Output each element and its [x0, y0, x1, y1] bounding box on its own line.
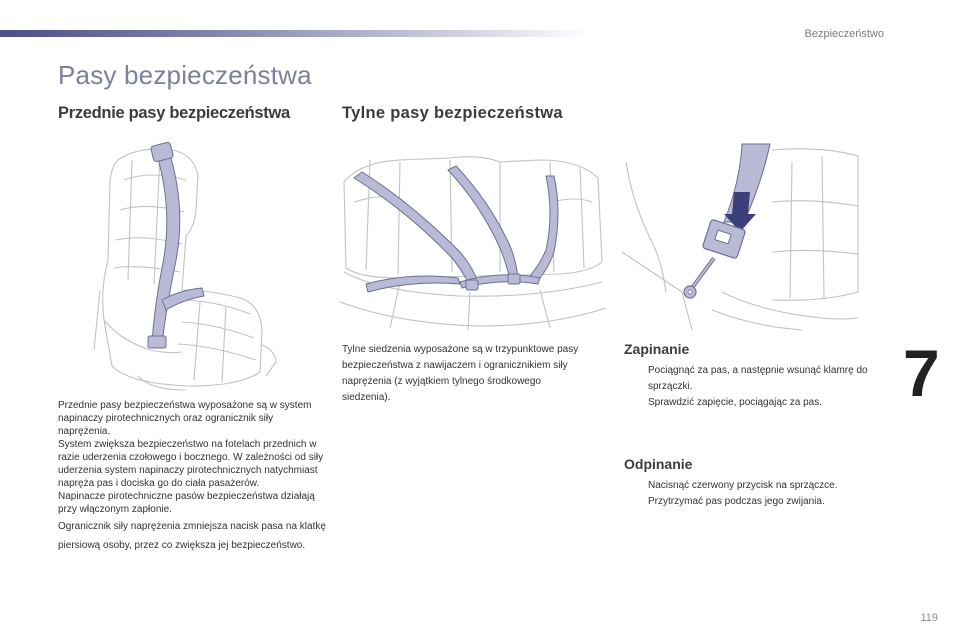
list-item: Przytrzymać pas podczas jego zwijania.	[648, 496, 825, 507]
front-belts-text	[58, 399, 328, 555]
rear-seats-illustration	[340, 142, 606, 332]
page-number: 119	[920, 612, 938, 624]
fastening-heading: Zapinanie	[624, 341, 690, 357]
list-item: Pociągnąć za pas, a następnie wsunąć klamrę do sprzączki.	[648, 365, 868, 392]
front-belts-heading: Przednie pasy bezpieczeństwa	[58, 104, 290, 122]
front-paragraph-2: System zwiększa bezpieczeństwo na fotelach przednich w razie uderzenia czołowego i bocznego. W zależności od siły uderzenia system napinaczy pirotechnicznych natychmiast napręża pas i dociska go do ciała pasażerów.	[58, 439, 324, 489]
unfastening-list	[624, 478, 894, 510]
chapter-number: 7	[903, 336, 940, 410]
page-title: Pasy bezpieczeństwa	[58, 60, 312, 90]
front-paragraph-1: Przednie pasy bezpieczeństwa wyposażone są w system napinaczy pirotechnicznych oraz ogranicznik siły naprężenia.	[58, 400, 312, 437]
front-paragraph-3: Napinacze pirotechniczne pasów bezpieczeństwa działają przy włączonym zapłonie.	[58, 491, 315, 515]
section-name: Bezpieczeństwo	[804, 28, 884, 40]
unfastening-heading: Odpinanie	[624, 456, 693, 472]
rear-belts-text: Tylne siedzenia wyposażone są w trzypunktowe pasy bezpieczeństwa z nawijaczem i ogranicznikiem siły naprężenia (z wyjątkiem tylnego środkowego siedzenia).	[342, 344, 579, 403]
front-paragraph-4: Ogranicznik siły naprężenia zmniejsza nacisk pasa na klatkę piersiową osoby, przez co zwiększa jej bezpieczeństwo.	[58, 521, 326, 551]
fastening-list	[624, 363, 894, 411]
buckle-illustration	[622, 142, 860, 332]
list-item: Nacisnąć czerwony przycisk na sprzączce.	[648, 480, 838, 491]
front-seat-illustration	[90, 140, 290, 392]
header-gradient-bar	[0, 30, 590, 37]
rear-belts-heading: Tylne pasy bezpieczeństwa	[342, 104, 563, 122]
list-item: Sprawdzić zapięcie, pociągając za pas.	[648, 397, 822, 408]
